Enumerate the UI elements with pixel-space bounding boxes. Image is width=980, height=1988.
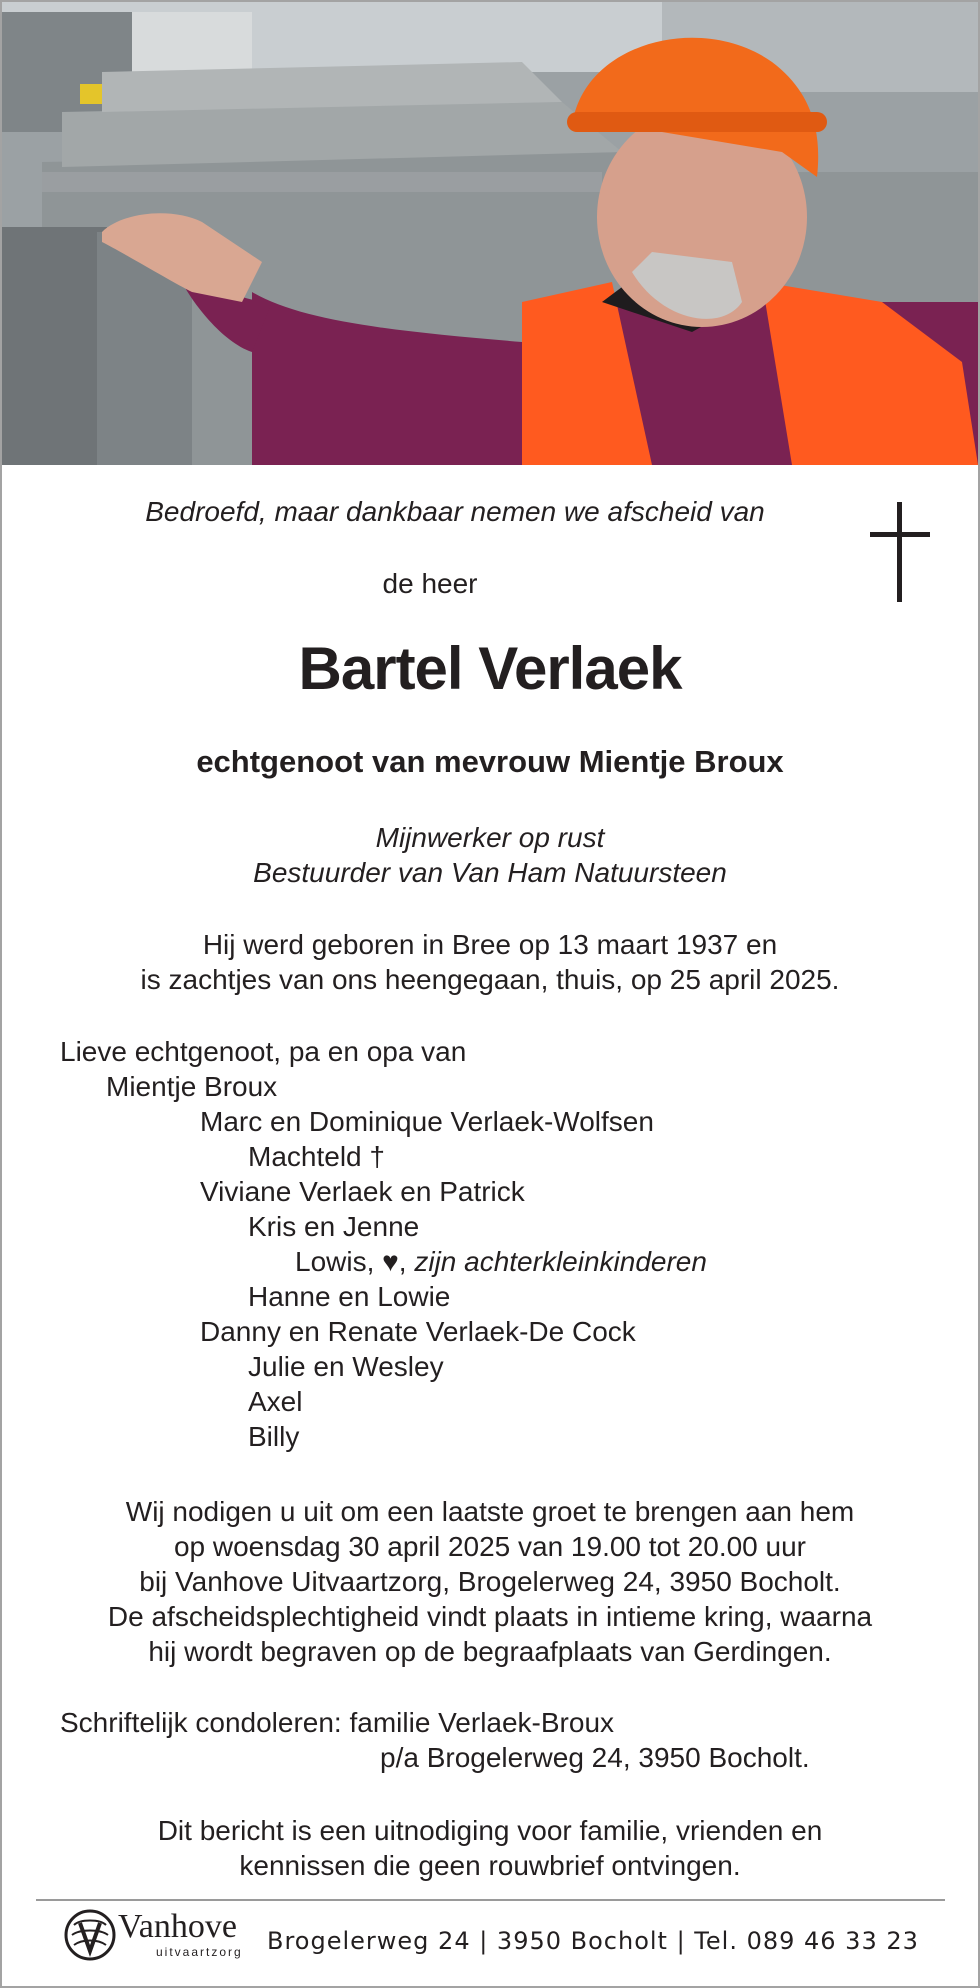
- death-line: is zachtjes van ons heengegaan, thuis, op 25 april 2025.: [140, 964, 840, 995]
- invitation-line: hij wordt begraven op de begraafplaats van Gerdingen.: [148, 1636, 832, 1667]
- family-member: Julie en Wesley: [248, 1351, 444, 1382]
- family-member: Hanne en Lowie: [248, 1281, 451, 1312]
- footer-divider: [36, 1899, 945, 1901]
- portrait-photo: [2, 2, 978, 465]
- logo-subtitle: uitvaartzorg: [156, 1945, 243, 1959]
- family-member: Danny en Renate Verlaek-De Cock: [200, 1316, 636, 1347]
- family-member: Viviane Verlaek en Patrick: [200, 1176, 525, 1207]
- intro-text: Bedroefd, maar dankbaar nemen we afscheid van: [145, 496, 765, 527]
- invitation-line: op woensdag 30 april 2025 van 19.00 tot 20.00 uur: [173, 1531, 807, 1562]
- family-member: Axel: [248, 1386, 303, 1417]
- notice-line: Dit bericht is een uitnodiging voor familie, vrienden en: [157, 1815, 823, 1846]
- invitation-line: Wij nodigen u uit om een laatste groet te brengen aan hem: [125, 1496, 855, 1527]
- invitation-line: De afscheidsplechtigheid vindt plaats in intieme kring, waarna: [107, 1601, 873, 1632]
- great-grandchildren-label: zijn achterkleinkinderen: [414, 1246, 707, 1277]
- condolence-line: Schriftelijk condoleren: familie Verlaek-Broux: [60, 1707, 615, 1738]
- birth-line: Hij werd geboren in Bree op 13 maart 1937 en: [202, 929, 778, 960]
- family-member: Billy: [248, 1421, 300, 1452]
- family-member: Marc en Dominique Verlaek-Wolfsen: [200, 1106, 654, 1137]
- condolence-address: p/a Brogelerweg 24, 3950 Bocholt.: [380, 1742, 810, 1773]
- vanhove-logo-icon: [64, 1909, 116, 1961]
- occupation-line: Mijnwerker op rust: [375, 822, 605, 853]
- footer-address: Brogelerweg 24 | 3950 Bocholt | Tel. 089 46 33 23: [267, 1927, 919, 1955]
- logo-wordmark: Vanhove: [118, 1908, 237, 1945]
- salutation: de heer: [382, 568, 478, 599]
- photo-illustration: [2, 2, 978, 465]
- family-member: [295, 1244, 707, 1279]
- family-member: Mientje Broux: [106, 1071, 278, 1102]
- deceased-name: Bartel Verlaek: [298, 635, 682, 702]
- invitation-line: bij Vanhove Uitvaartzorg, Brogelerweg 24, 3950 Bocholt.: [139, 1566, 841, 1597]
- family-member: Kris en Jenne: [248, 1211, 420, 1242]
- family-heading: Lieve echtgenoot, pa en opa van: [60, 1036, 467, 1067]
- notice-line: kennissen die geen rouwbrief ontvingen.: [239, 1850, 741, 1881]
- family-member: Machteld †: [248, 1141, 385, 1172]
- great-grandchild-names: Lowis, ♥,: [295, 1246, 407, 1277]
- occupation-line: Bestuurder van Van Ham Natuursteen: [253, 857, 727, 888]
- spouse-line: echtgenoot van mevrouw Mientje Broux: [196, 744, 784, 779]
